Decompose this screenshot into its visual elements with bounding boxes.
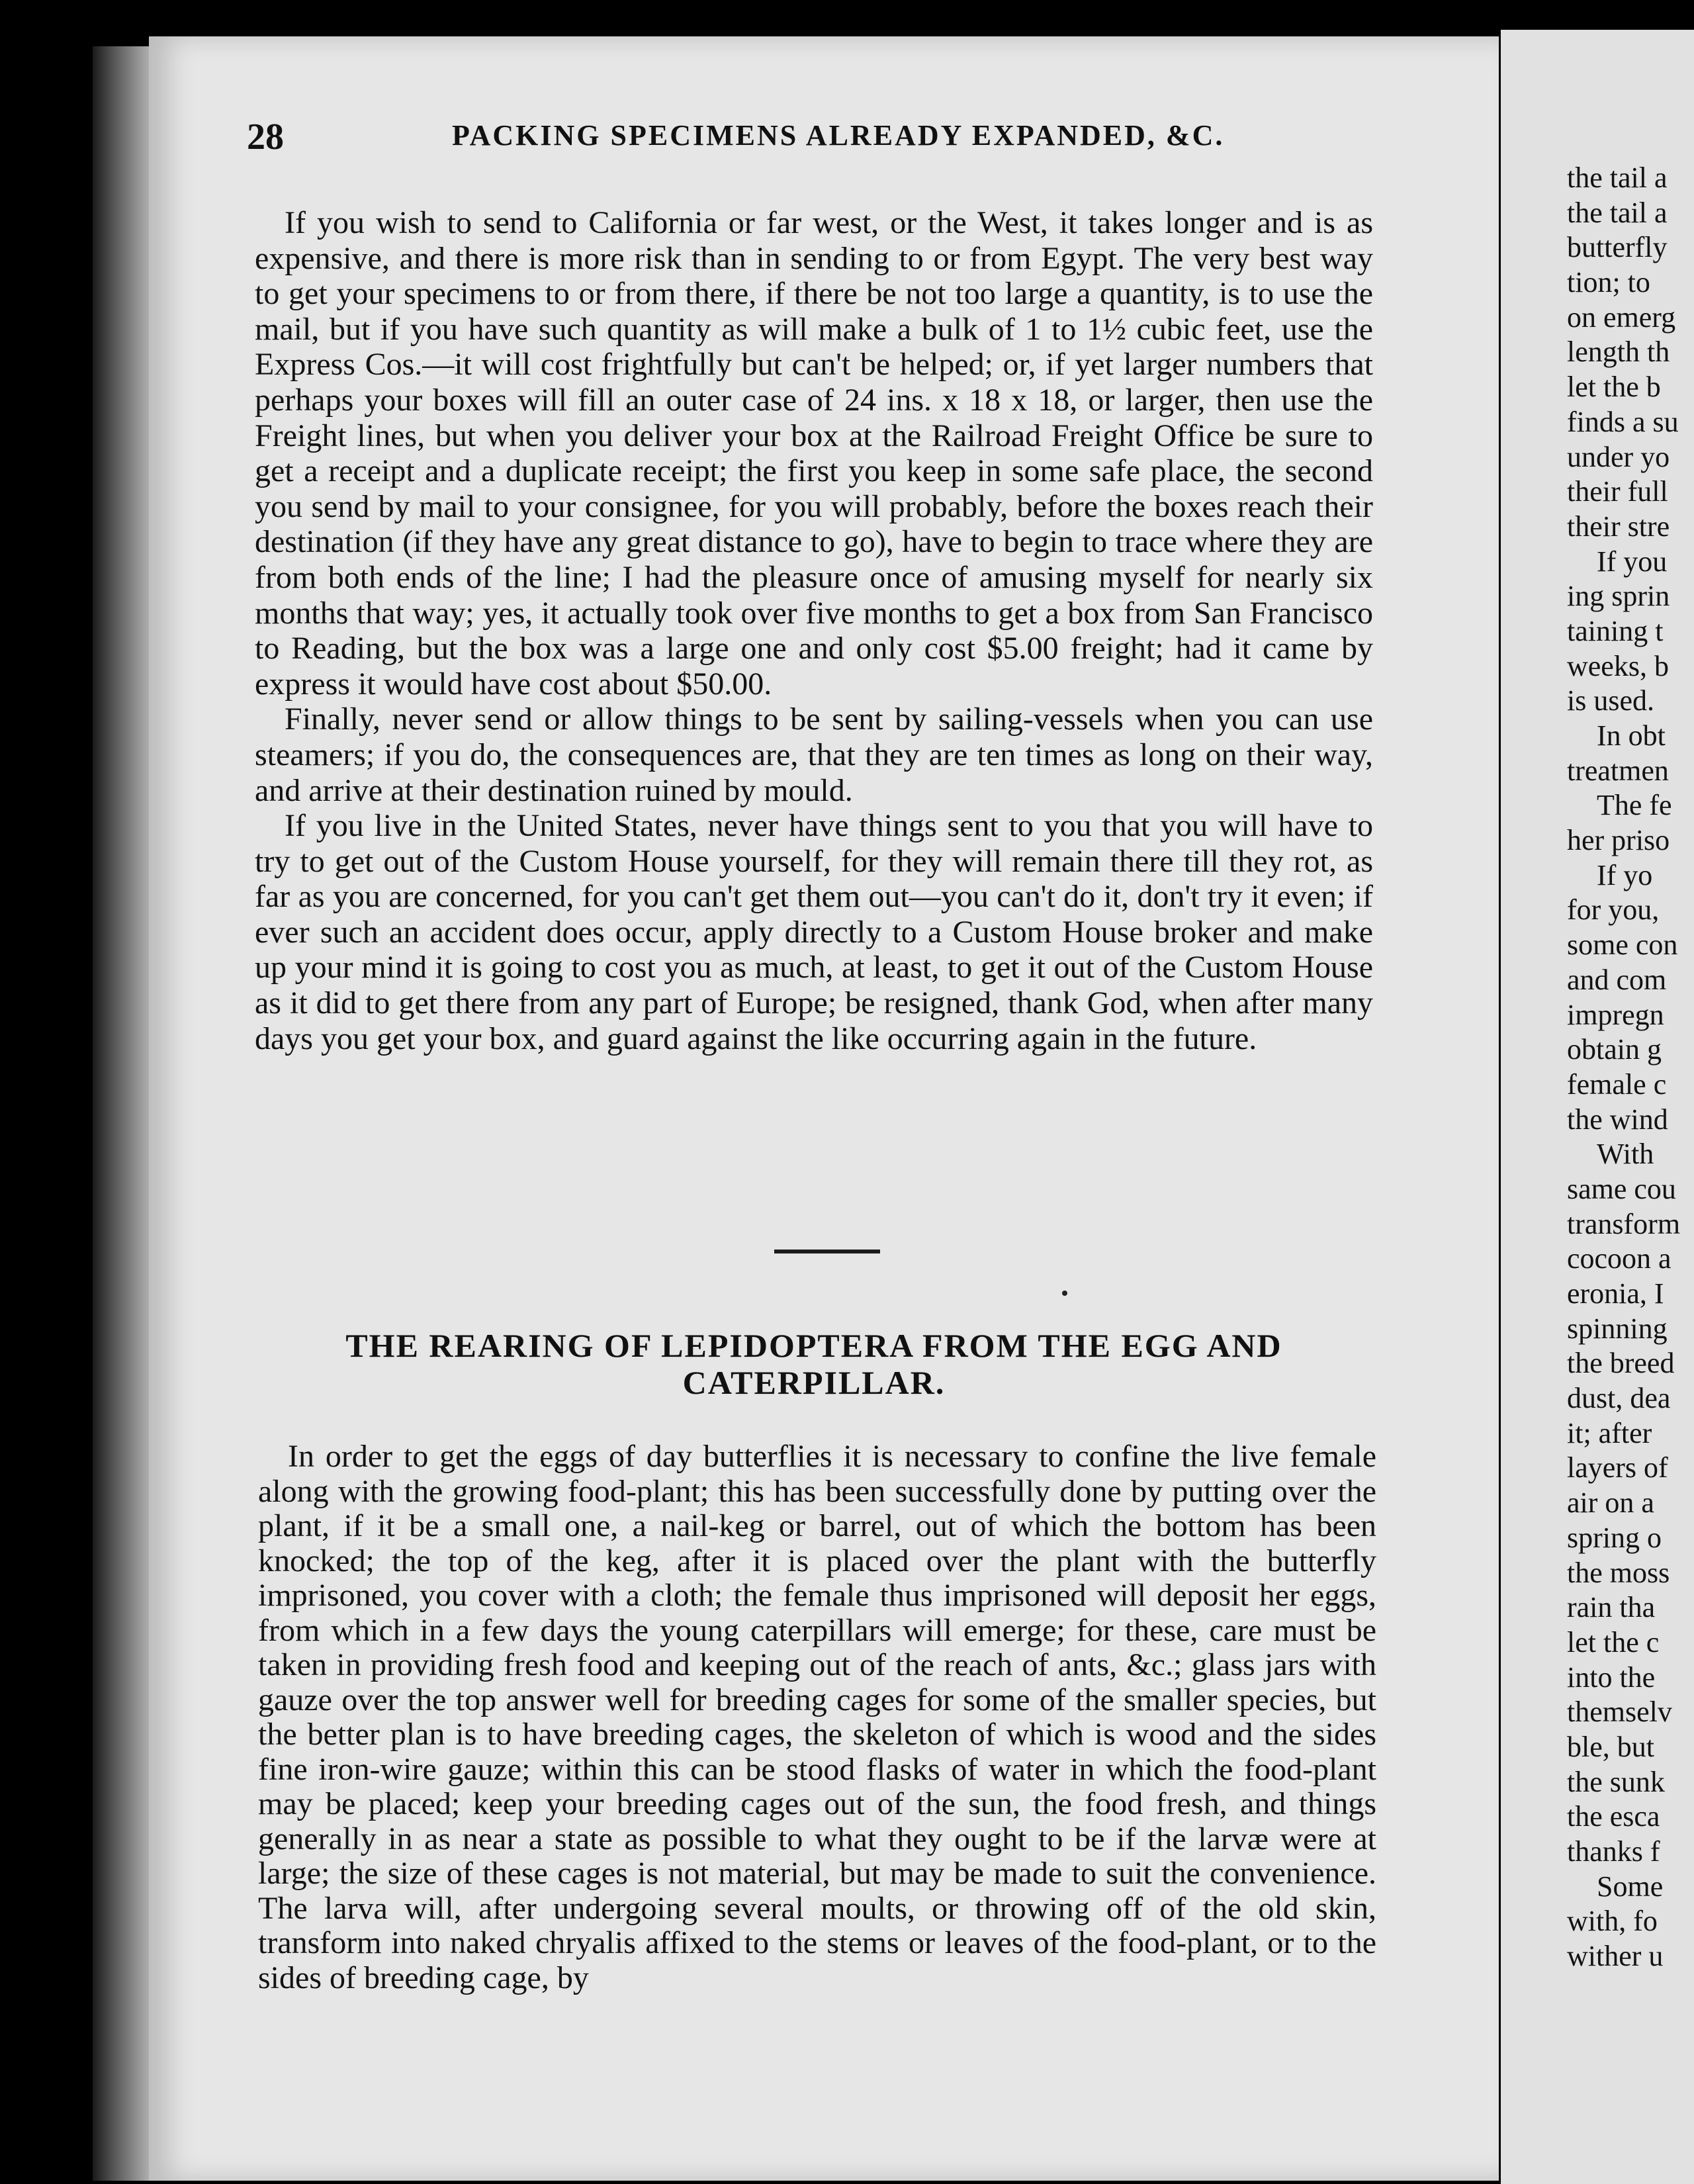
right-page-fragments xyxy=(1567,161,1694,1974)
page-number: 28 xyxy=(247,116,284,158)
right-page-line: some con xyxy=(1567,929,1678,962)
right-page-line: their full xyxy=(1567,475,1668,508)
right-page-line: female c xyxy=(1567,1068,1667,1101)
left-page xyxy=(149,36,1499,2181)
right-page-line: the wind xyxy=(1567,1103,1668,1136)
right-page-line: let the b xyxy=(1567,371,1661,404)
running-head: PACKING SPECIMENS ALREADY EXPANDED, &C. xyxy=(452,119,1225,152)
paragraph-rearing: In order to get the eggs of day butterflies it is necessary to confine the live female along with the growing food-plant; this has been successfully done by putting over the plant, if it be a small one, a nail-keg or barrel, out of which the bottom has been knocked; the top of the keg, after it is placed over the plant with the butterfly imprisoned, you cover with a cloth; the female thus imprisoned will deposit her eggs, from which in a few days the young caterpillars will emerge; for these, care must be taken in providing fresh food and keeping out of the reach of ants, &c.; glass jars with gauze over the top answer well for breeding cages for some of the smaller species, but the better plan is to have breeding cages, the skeleton of which is wood and the sides fine iron-wire gauze; within this can be stood flasks of water in which the food-plant may be placed; keep your breeding cages out of the sun, the food fresh, and things generally in as near a state as possible to what they ought to be if the larvæ were at large; the size of these cages is not material, but may be made to suit the convenience. The larva will, after undergoing several moults, or throwing off of the old skin, transform into naked chryalis affixed to the stems or leaves of the food-plant, or to the sides of breeding cage, by xyxy=(258,1439,1376,1995)
right-page-line: the sunk xyxy=(1567,1765,1665,1798)
right-page-line: the esca xyxy=(1567,1800,1660,1833)
right-page-line: cocoon a xyxy=(1567,1242,1672,1275)
right-page-line: is used. xyxy=(1567,684,1654,717)
right-page-line: spinning xyxy=(1567,1312,1668,1345)
right-page-line: transform xyxy=(1567,1207,1681,1240)
section-divider xyxy=(774,1250,880,1253)
right-page-line: If yo xyxy=(1597,858,1653,891)
right-page-line: wither u xyxy=(1567,1940,1664,1973)
right-page-line: The fe xyxy=(1597,789,1672,822)
right-page-line: their stre xyxy=(1567,510,1670,543)
right-page-line: treatmen xyxy=(1567,754,1669,787)
ink-speck xyxy=(1062,1291,1067,1296)
paragraph-shipping-west: If you wish to send to California or far west, or the West, it takes longer and is as expensive, and there is more risk than in sending to or from Egypt. The very best way to get your specimens to or from there, if there be not too large a quantity, is to use the mail, but if you have such quantity as will make a bulk of 1 to 1½ cubic feet, use the Express Cos.—it will cost frightfully but can't be helped; or, if yet larger numbers that perhaps your boxes will fill an outer case of 24 ins. x 18 x 18, or larger, then use the Freight lines, but when you deliver your box at the Railroad Freight Office be sure to get a receipt and a duplicate receipt; the first you keep in some safe place, the second you send by mail to your consignee, for you will probably, before the boxes reach their destination (if they have any great distance to go), have to begin to trace where they are from both ends of the line; I had the pleasure once of amusing myself for nearly six months that way; yes, it actually took over five months to get a box from San Francisco to Reading, but the box was a large one and only cost $5.00 freight; had it came by express it would have cost about $50.00. xyxy=(255,205,1373,702)
right-page-line: air on a xyxy=(1567,1486,1654,1520)
right-page-line: for you, xyxy=(1567,893,1660,927)
right-page-line: rain tha xyxy=(1567,1591,1656,1624)
right-page-line: the moss xyxy=(1567,1556,1670,1589)
right-page-line: Some xyxy=(1597,1870,1664,1903)
right-page-line: ing sprin xyxy=(1567,580,1670,613)
right-page-line: the breed xyxy=(1567,1347,1675,1380)
right-page-line: dust, dea xyxy=(1567,1382,1671,1415)
right-page-line: ble, but xyxy=(1567,1730,1654,1763)
right-page-line: butterfly xyxy=(1567,231,1668,264)
paragraph-sailing-vessels: Finally, never send or allow things to be sent by sailing-vessels when you can use steamers; if you do, the consequences are, that they are ten times as long on their way, and arrive at their destination ruined by mould. xyxy=(255,702,1373,808)
right-page-line: weeks, b xyxy=(1567,649,1669,682)
right-page-line: into the xyxy=(1567,1661,1656,1694)
right-page-line: taining t xyxy=(1567,614,1664,647)
right-page-line: it; after xyxy=(1567,1416,1652,1449)
page-header xyxy=(247,116,1405,169)
right-page-line: eronia, I xyxy=(1567,1277,1664,1310)
section-title: THE REARING OF LEPIDOPTERA FROM THE EGG AND CATERPILLAR. xyxy=(345,1327,1282,1401)
paragraph-custom-house: If you live in the United States, never have things sent to you that you will have to try to get out of the Custom House yourself, for they will remain there till they rot, as far as you are concerned, for you can't get them out—you can't do it, don't try it even; if ever such an accident does occur, apply directly to a Custom House broker and make up your mind it is going to cost you as much, at least, to get it out of the Custom House as it did to get there from any part of Europe; be resigned, thank God, when after many days you get your box, and guard against the like occurring again in the future. xyxy=(255,808,1373,1056)
right-page-line: obtain g xyxy=(1567,1033,1662,1066)
right-page-line: impregn xyxy=(1567,998,1664,1031)
right-page-line: themselv xyxy=(1567,1696,1672,1729)
right-page-line: under yo xyxy=(1567,440,1670,473)
right-page-line: and com xyxy=(1567,963,1667,996)
section-text xyxy=(258,1439,1376,1995)
right-page-line: In obt xyxy=(1597,719,1666,752)
right-page-line: her priso xyxy=(1567,824,1670,857)
body-text xyxy=(255,205,1373,1056)
right-page-line: thanks f xyxy=(1567,1835,1660,1868)
right-page-line: the tail a xyxy=(1567,161,1668,194)
right-page-line: let the c xyxy=(1567,1625,1660,1659)
right-page-line: With xyxy=(1597,1138,1654,1171)
right-page-line: finds a su xyxy=(1567,405,1679,438)
right-page-line: on emerg xyxy=(1567,300,1676,334)
right-page-line: layers of xyxy=(1567,1451,1668,1484)
book-gutter xyxy=(93,46,152,2181)
right-page-line: same cou xyxy=(1567,1172,1676,1205)
right-page-line: If you xyxy=(1597,545,1668,578)
right-page-line: the tail a xyxy=(1567,196,1668,229)
right-page-line: length th xyxy=(1567,336,1670,369)
right-page-edge xyxy=(1501,30,1694,2184)
right-page-line: spring o xyxy=(1567,1521,1662,1554)
right-page-line: with, fo xyxy=(1567,1905,1658,1938)
right-page-line: tion; to xyxy=(1567,266,1650,299)
